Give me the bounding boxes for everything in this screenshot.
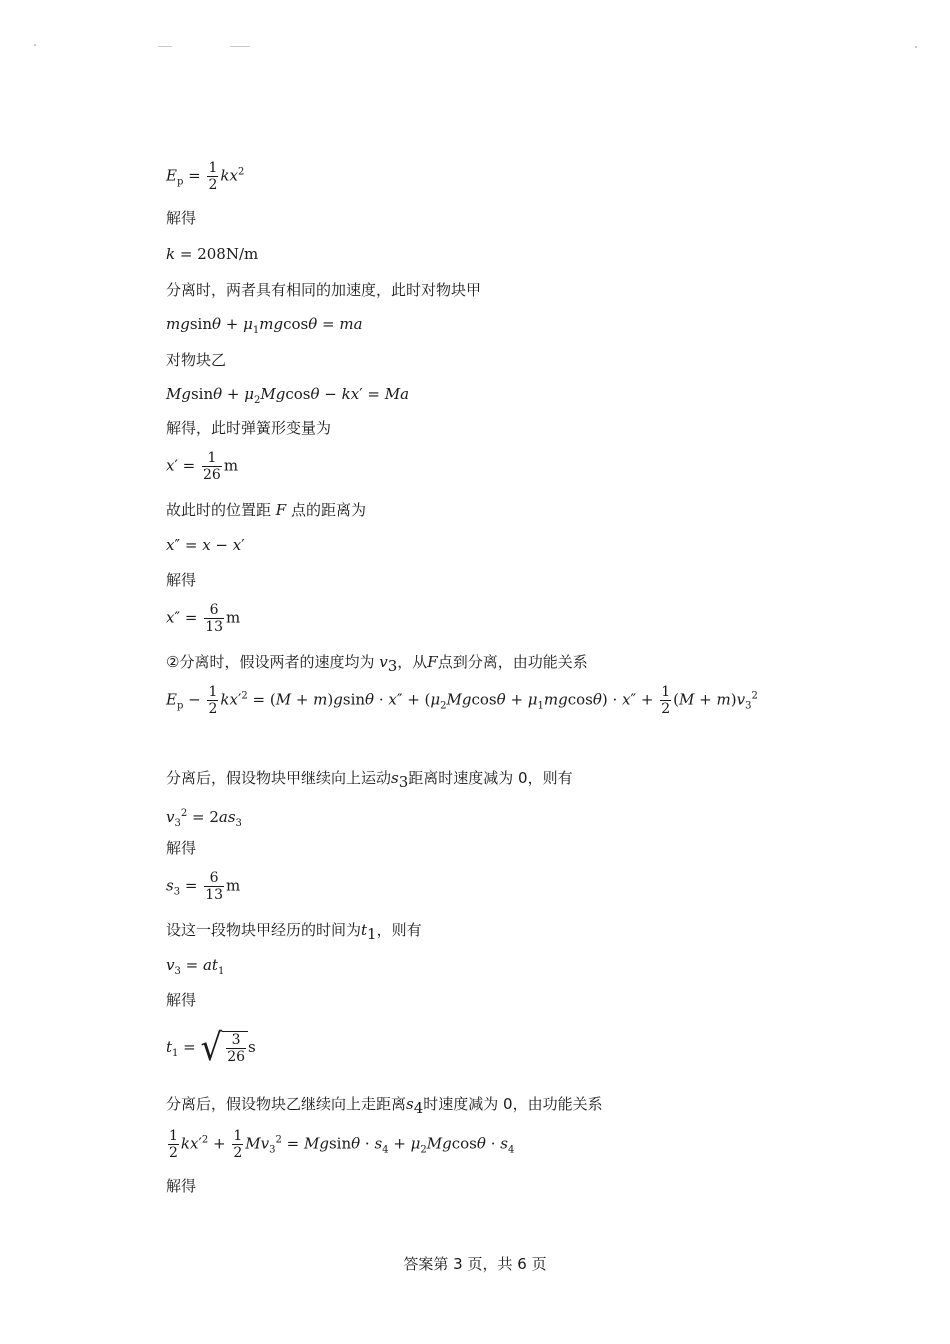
eq-x-double-prime-value: x″ = $\frac{6}{13}$ m — [166, 602, 241, 635]
eq-energy-yi: $\frac{1}{2}$ $kx'^2$ + $\frac{1}{2}$ $Mv_3^2 = Mgsin\theta \cdot s_4 + \mu_2Mgcos\theta \cdot s_4$ — [169, 1128, 515, 1161]
fraction: $\frac{6}{13}$ — [205, 870, 224, 903]
scan-speck — [34, 44, 36, 46]
text-after-separation-yi: 分离后，假设物块乙继续向上走距离$s_4$时速度减为 0，由功能关系 — [166, 1095, 603, 1117]
eq-s3-value: $s_3$ = $\frac{6}{13}$ m — [166, 870, 241, 903]
eq-v3-at1: $v_3 = at_1$ — [166, 956, 225, 977]
scan-speck — [230, 46, 250, 47]
eq-spring-energy: $E_p$ = $\frac{1}{2}$ $kx^2$ — [166, 160, 245, 193]
text-jiede-2: 解得 — [166, 571, 197, 589]
text-jiede-5: 解得 — [166, 1177, 197, 1195]
text-set-time: 设这一段物块甲经历的时间为$t_1$，则有 — [166, 921, 422, 943]
eq-k-value: k = 208N/m — [166, 245, 259, 263]
text-position: 故此时的位置距 F 点的距离为 — [166, 501, 367, 519]
scan-speck — [158, 46, 172, 47]
fraction: $\frac{1}{26}$ — [202, 450, 221, 483]
fraction: $\frac{3}{26}$ — [227, 1032, 246, 1065]
text-dui-yi: 对物块乙 — [166, 351, 227, 369]
fraction: $\frac{1}{2}$ — [208, 160, 218, 193]
text-jiede-4: 解得 — [166, 991, 197, 1009]
text-deformation: 解得，此时弹簧形变量为 — [166, 419, 332, 437]
text-separation-accel: 分离时，两者具有相同的加速度，此时对物块甲 — [166, 281, 482, 299]
page-footer: 答案第 3 页，共 6 页 — [403, 1255, 547, 1273]
eq-v3-squared: $v_3^2 = 2as_3$ — [166, 808, 242, 829]
fraction: $\frac{1}{2}$ — [169, 1128, 178, 1161]
eq-x-prime: x′ = $\frac{1}{26}$ m — [166, 450, 239, 483]
sqrt: √ $\frac{3}{26}$ — [201, 1028, 249, 1068]
text-separation-velocity: ②分离时，假设两者的速度均为 $v_3$，从F点到分离，由功能关系 — [166, 653, 588, 675]
text-jiede-3: 解得 — [166, 839, 197, 857]
fraction: $\frac{1}{2}$ — [233, 1128, 243, 1161]
fraction: $\frac{1}{2}$ — [208, 684, 218, 717]
text-jiede-1: 解得 — [166, 209, 197, 227]
text-after-separation-jia: 分离后，假设物块甲继续向上运动$s_3$距离时速度减为 0，则有 — [166, 769, 573, 791]
scan-speck — [915, 46, 917, 48]
eq-t1-value: $t_1$ = √ $\frac{3}{26}$ s — [166, 1026, 256, 1070]
fraction: $\frac{1}{2}$ — [661, 684, 671, 717]
eq-block-jia: $mgsin\theta + \mu_1mgcos\theta$ = ma — [166, 315, 363, 336]
eq-energy-conservation: $E_p$ − $\frac{1}{2}$ $kx'^2 = (M + m)gsin\theta \cdot x'' + (\mu_2Mgcos\theta + \mu_1mgcos\theta) \cdot x''$ + $\frac{1}{2}$ $(M + m)v_3^2$ — [166, 684, 758, 717]
eq-block-yi: $Mgsin\theta + \mu_2Mgcos\theta - kx' = Ma$ — [166, 385, 410, 406]
fraction: $\frac{6}{13}$ — [205, 602, 224, 635]
eq-x-double-prime: x″ = x − x′ — [166, 536, 245, 554]
